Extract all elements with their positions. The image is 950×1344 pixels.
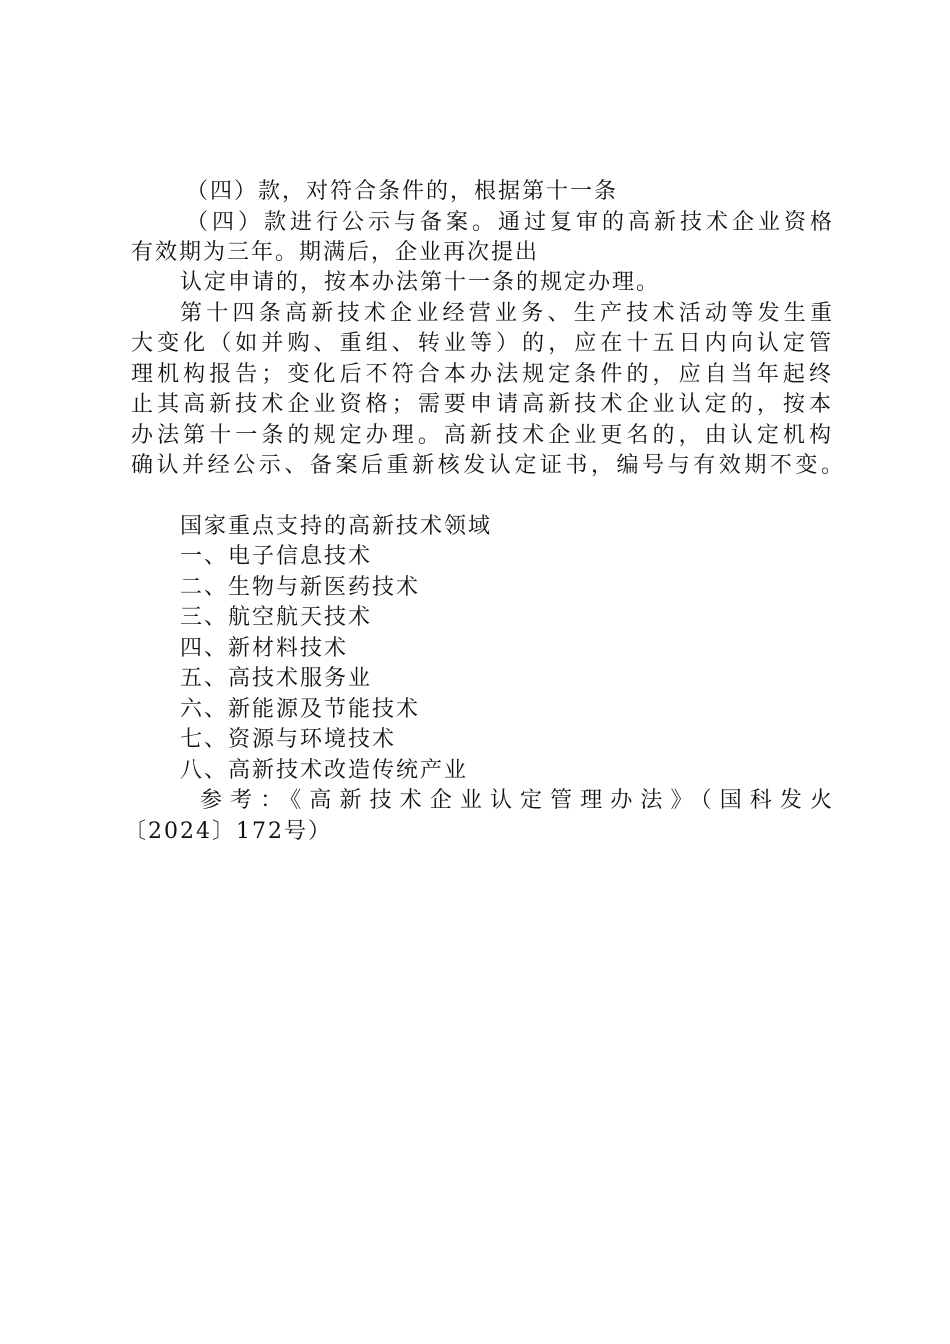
list-item: 五、高技术服务业 bbox=[180, 666, 373, 691]
text-line: （四）款，对符合条件的，根据第十一条 bbox=[186, 179, 619, 204]
list-item: 一、电子信息技术 bbox=[180, 544, 373, 569]
list-item: 七、资源与环境技术 bbox=[180, 727, 397, 752]
text-line: 理机构报告；变化后不符合本办法规定条件的，应自当年起终 bbox=[131, 362, 831, 387]
text-line: 确认并经公示、备案后重新核发认定证书，编号与有效期不变。 bbox=[131, 453, 843, 478]
reference-line: 参考：《高新技术企业认定管理办法》（国科发火 bbox=[200, 788, 832, 813]
text-line: 止其高新技术企业资格；需要申请高新技术企业认定的，按本 bbox=[131, 392, 831, 417]
text-line: （四）款进行公示与备案。通过复审的高新技术企业资格 bbox=[186, 210, 832, 235]
list-item: 三、航空航天技术 bbox=[180, 605, 373, 630]
list-item: 二、生物与新医药技术 bbox=[180, 575, 421, 600]
list-item: 六、新能源及节能技术 bbox=[180, 697, 421, 722]
list-item: 八、高新技术改造传统产业 bbox=[180, 758, 469, 783]
text-line: 有效期为三年。期满后，企业再次提出 bbox=[131, 240, 540, 265]
text-line: 认定申请的，按本办法第十一条的规定办理。 bbox=[180, 270, 661, 295]
text-line: 第十四条高新技术企业经营业务、生产技术活动等发生重 bbox=[180, 301, 832, 326]
text-line: 办法第十一条的规定办理。高新技术企业更名的，由认定机构 bbox=[131, 423, 831, 448]
section-heading: 国家重点支持的高新技术领域 bbox=[180, 514, 493, 539]
list-item: 四、新材料技术 bbox=[180, 636, 349, 661]
reference-line: 〔2024〕172号） bbox=[124, 819, 332, 844]
text-line: 大变化（如并购、重组、转业等）的，应在十五日内向认定管 bbox=[131, 331, 831, 356]
